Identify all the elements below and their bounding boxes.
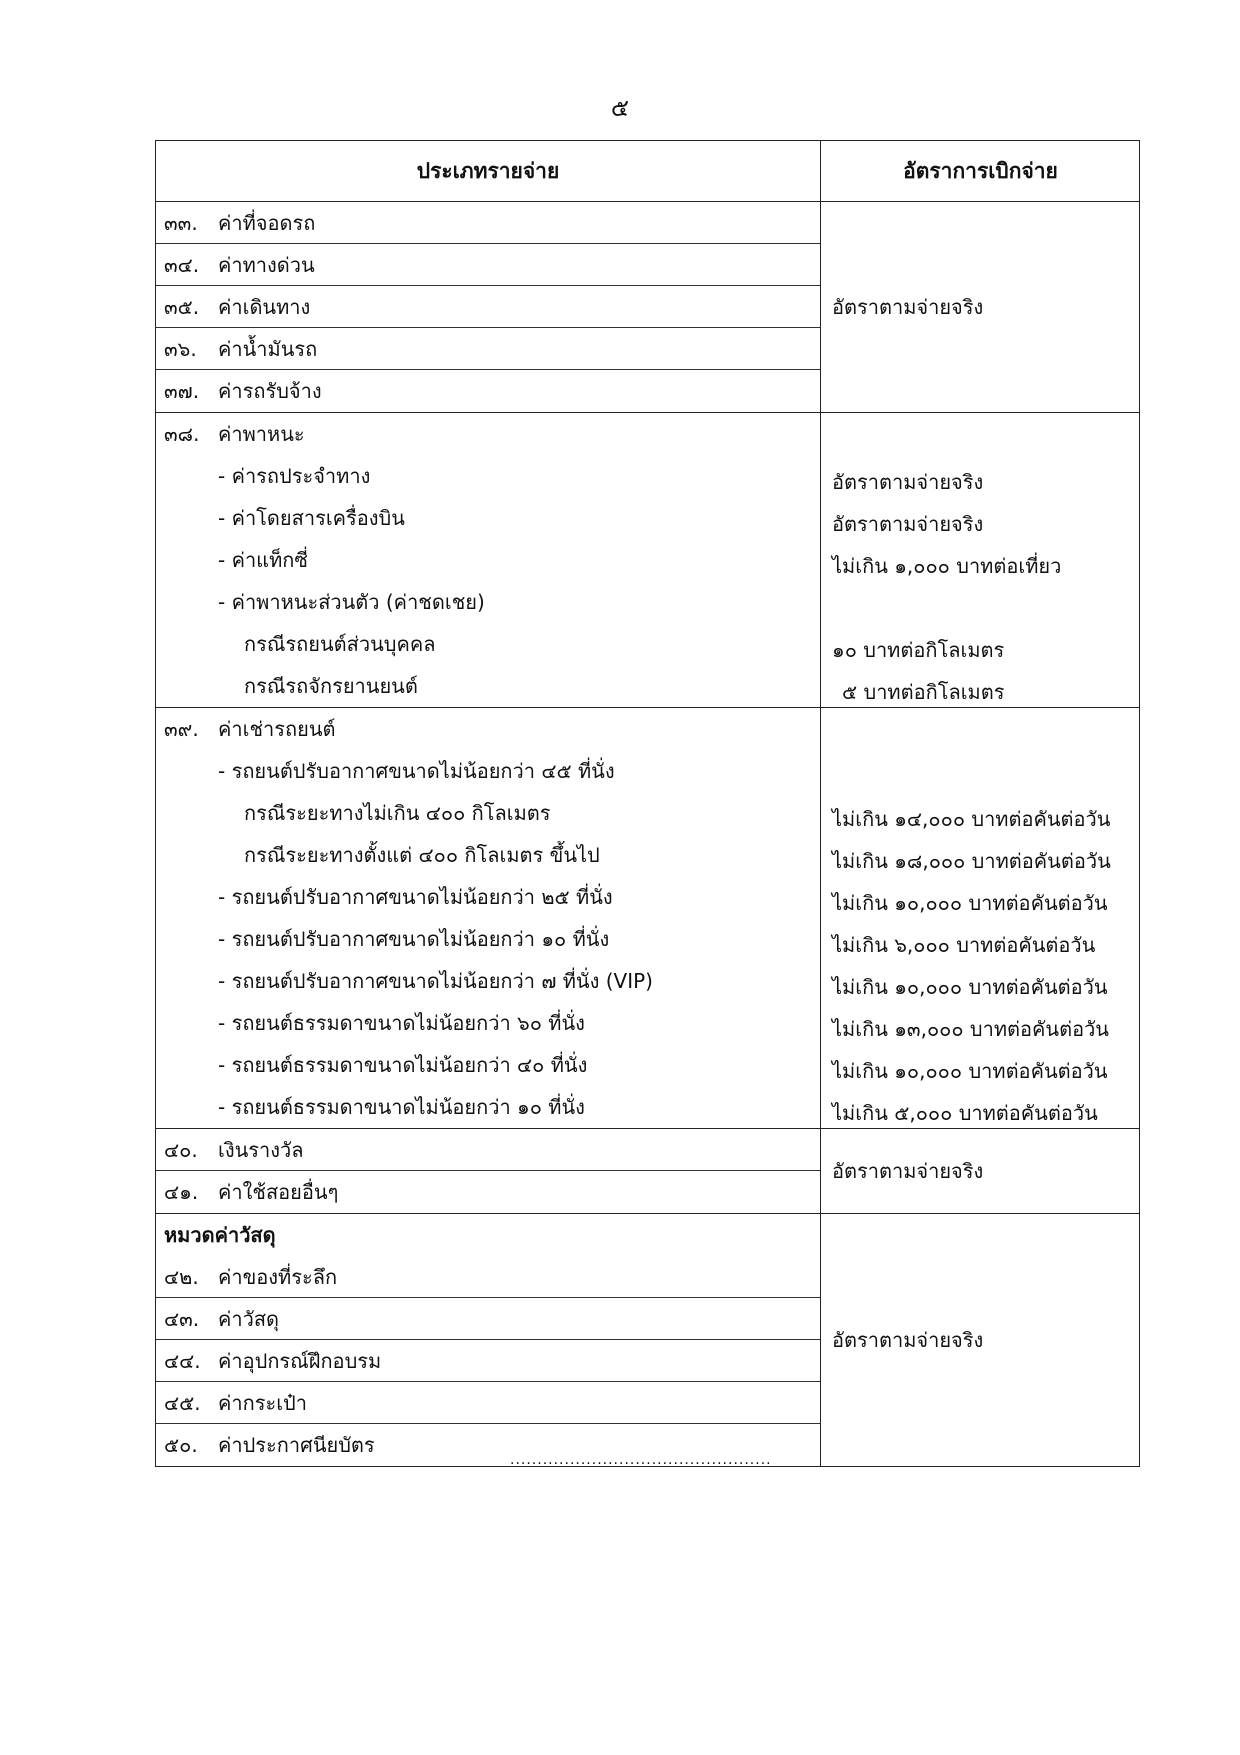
item-number: ๓๖. [164, 337, 197, 361]
header-disbursement-rate: อัตราการเบิกจ่าย [903, 159, 1058, 183]
table-row [156, 1256, 820, 1298]
rate-value: ไม่เกิน ๑๘,๐๐๐ บาทต่อคันต่อวัน [832, 849, 1111, 873]
sub-item-label: กรณีรถจักรยานยนต์ [244, 674, 418, 698]
table-group-materials [156, 1214, 1139, 1466]
table-row [156, 202, 820, 244]
sub-item-label: - รถยนต์ปรับอากาศขนาดไม่น้อยกว่า ๒๕ ที่นั่ง [218, 885, 613, 909]
rate-value: ๑๐ บาทต่อกิโลเมตร [832, 638, 1005, 662]
item-label: ค่ารถรับจ้าง [218, 379, 322, 403]
table-row [156, 918, 1139, 960]
rate-value: อัตราตามจ่ายจริง [832, 1159, 984, 1183]
sub-item-label: กรณีระยะทางตั้งแต่ ๔๐๐ กิโลเมตร ขึ้นไป [244, 843, 600, 867]
item-number: ๓๓. [164, 211, 198, 235]
rate-value: ๕ บาทต่อกิโลเมตร [842, 680, 1005, 704]
table-row [156, 1214, 1139, 1256]
table-row [156, 581, 1139, 623]
rate-value: ไม่เกิน ๑๓,๐๐๐ บาทต่อคันต่อวัน [832, 1017, 1109, 1041]
table-row [156, 665, 1139, 707]
item-number: ๓๙. [164, 717, 199, 741]
rate-value: ไม่เกิน ๑๐,๐๐๐ บาทต่อคันต่อวัน [832, 1059, 1108, 1083]
item-label: ค่ากระเป๋า [218, 1391, 307, 1415]
item-label: ค่าอุปกรณ์ฝึกอบรม [218, 1349, 382, 1373]
rate-value: อัตราตามจ่ายจริง [832, 1328, 984, 1352]
table-group-travel-costs [156, 202, 1139, 413]
item-number: ๓๗. [164, 379, 200, 403]
rate-value: ไม่เกิน ๑,๐๐๐ บาทต่อเที่ยว [832, 554, 1062, 578]
table-row [156, 708, 1139, 750]
rate-value: ไม่เกิน ๖,๐๐๐ บาทต่อคันต่อวัน [832, 933, 1096, 957]
table-group-car-rental [156, 708, 1139, 1129]
table-row [156, 1382, 820, 1424]
sub-item-label: กรณีระยะทางไม่เกิน ๔๐๐ กิโลเมตร [244, 801, 551, 825]
item-label: ค่าประกาศนียบัตร [218, 1433, 375, 1457]
category-title: หมวดค่าวัสดุ [164, 1223, 276, 1247]
item-label: เงินรางวัล [218, 1138, 304, 1162]
table-row [156, 1340, 820, 1382]
sub-item-label: - รถยนต์ปรับอากาศขนาดไม่น้อยกว่า ๗ ที่นั่ง (VIP) [218, 969, 653, 993]
table-row [156, 1044, 1139, 1086]
item-number: ๔๔. [164, 1349, 201, 1373]
item-number: ๕๐. [164, 1433, 198, 1457]
table-header [156, 141, 1139, 202]
item-label: ค่าพาหนะ [218, 422, 305, 446]
table-row [156, 370, 1139, 412]
table-row [156, 328, 820, 370]
item-number: ๓๘. [164, 422, 200, 446]
sub-item-label: - รถยนต์ปรับอากาศขนาดไม่น้อยกว่า ๑๐ ที่นั่ง [218, 927, 610, 951]
sub-item-label: - ค่าแท็กซี่ [218, 548, 308, 572]
table-row [156, 1171, 1139, 1213]
sub-item-label: - ค่าพาหนะส่วนตัว (ค่าชดเชย) [218, 590, 485, 614]
table-row [156, 244, 820, 286]
item-label: ค่าวัสดุ [218, 1307, 280, 1331]
table-row [156, 750, 1139, 792]
rate-value: ไม่เกิน ๕,๐๐๐ บาทต่อคันต่อวัน [832, 1101, 1098, 1125]
item-label: ค่าน้ำมันรถ [218, 337, 318, 361]
item-number: ๓๕. [164, 295, 200, 319]
rate-value: ไม่เกิน ๑๐,๐๐๐ บาทต่อคันต่อวัน [832, 975, 1108, 999]
item-label: ค่าที่จอดรถ [218, 211, 316, 235]
table-row [156, 286, 820, 328]
table-row [156, 834, 1139, 876]
table-row [156, 1129, 820, 1171]
table-row [156, 792, 1139, 834]
sub-item-label: กรณีรถยนต์ส่วนบุคคล [244, 632, 436, 656]
item-label: ค่าทางด่วน [218, 253, 315, 277]
item-label: ค่าของที่ระลึก [218, 1265, 338, 1289]
page-number: ๕ [610, 94, 630, 122]
sub-item-label: - ค่ารถประจำทาง [218, 464, 371, 488]
item-number: ๔๒. [164, 1265, 199, 1289]
sub-item-label: - รถยนต์ปรับอากาศขนาดไม่น้อยกว่า ๔๕ ที่นั่ง [218, 759, 615, 783]
footer-dotted-line: ................................................ [510, 1452, 772, 1468]
rate-value: ไม่เกิน ๑๐,๐๐๐ บาทต่อคันต่อวัน [832, 891, 1108, 915]
rate-value: ไม่เกิน ๑๔,๐๐๐ บาทต่อคันต่อวัน [832, 807, 1111, 831]
sub-item-label: - รถยนต์ธรรมดาขนาดไม่น้อยกว่า ๔๐ ที่นั่ง [218, 1053, 588, 1077]
table-row [156, 1086, 1139, 1128]
table-row [156, 455, 1139, 497]
rate-value: อัตราตามจ่ายจริง [832, 470, 984, 494]
sub-item-label: - รถยนต์ธรรมดาขนาดไม่น้อยกว่า ๖๐ ที่นั่ง [218, 1011, 585, 1035]
item-number: ๔๐. [164, 1138, 198, 1162]
table-group-vehicle-costs [156, 413, 1139, 708]
rate-value: อัตราตามจ่ายจริง [832, 512, 984, 536]
table-row [156, 413, 1139, 455]
rate-value: อัตราตามจ่ายจริง [832, 295, 984, 319]
item-number: ๓๔. [164, 253, 200, 277]
item-number: ๔๓. [164, 1307, 200, 1331]
table-row [156, 1298, 820, 1340]
table-row [156, 497, 1139, 539]
item-number: ๔๕. [164, 1391, 201, 1415]
table-row [156, 1002, 1139, 1044]
expense-rate-table [155, 140, 1140, 1467]
header-expense-type: ประเภทรายจ่าย [416, 159, 560, 183]
item-number: ๔๑. [164, 1180, 199, 1204]
item-label: ค่าใช้สอยอื่นๆ [218, 1180, 339, 1204]
table-row [156, 623, 1139, 665]
table-row [156, 960, 1139, 1002]
table-row [156, 539, 1139, 581]
table-row [156, 876, 1139, 918]
item-label: ค่าเช่ารถยนต์ [218, 717, 336, 741]
sub-item-label: - รถยนต์ธรรมดาขนาดไม่น้อยกว่า ๑๐ ที่นั่ง [218, 1095, 585, 1119]
item-label: ค่าเดินทาง [218, 295, 311, 319]
sub-item-label: - ค่าโดยสารเครื่องบิน [218, 506, 405, 530]
table-group-misc [156, 1129, 1139, 1214]
